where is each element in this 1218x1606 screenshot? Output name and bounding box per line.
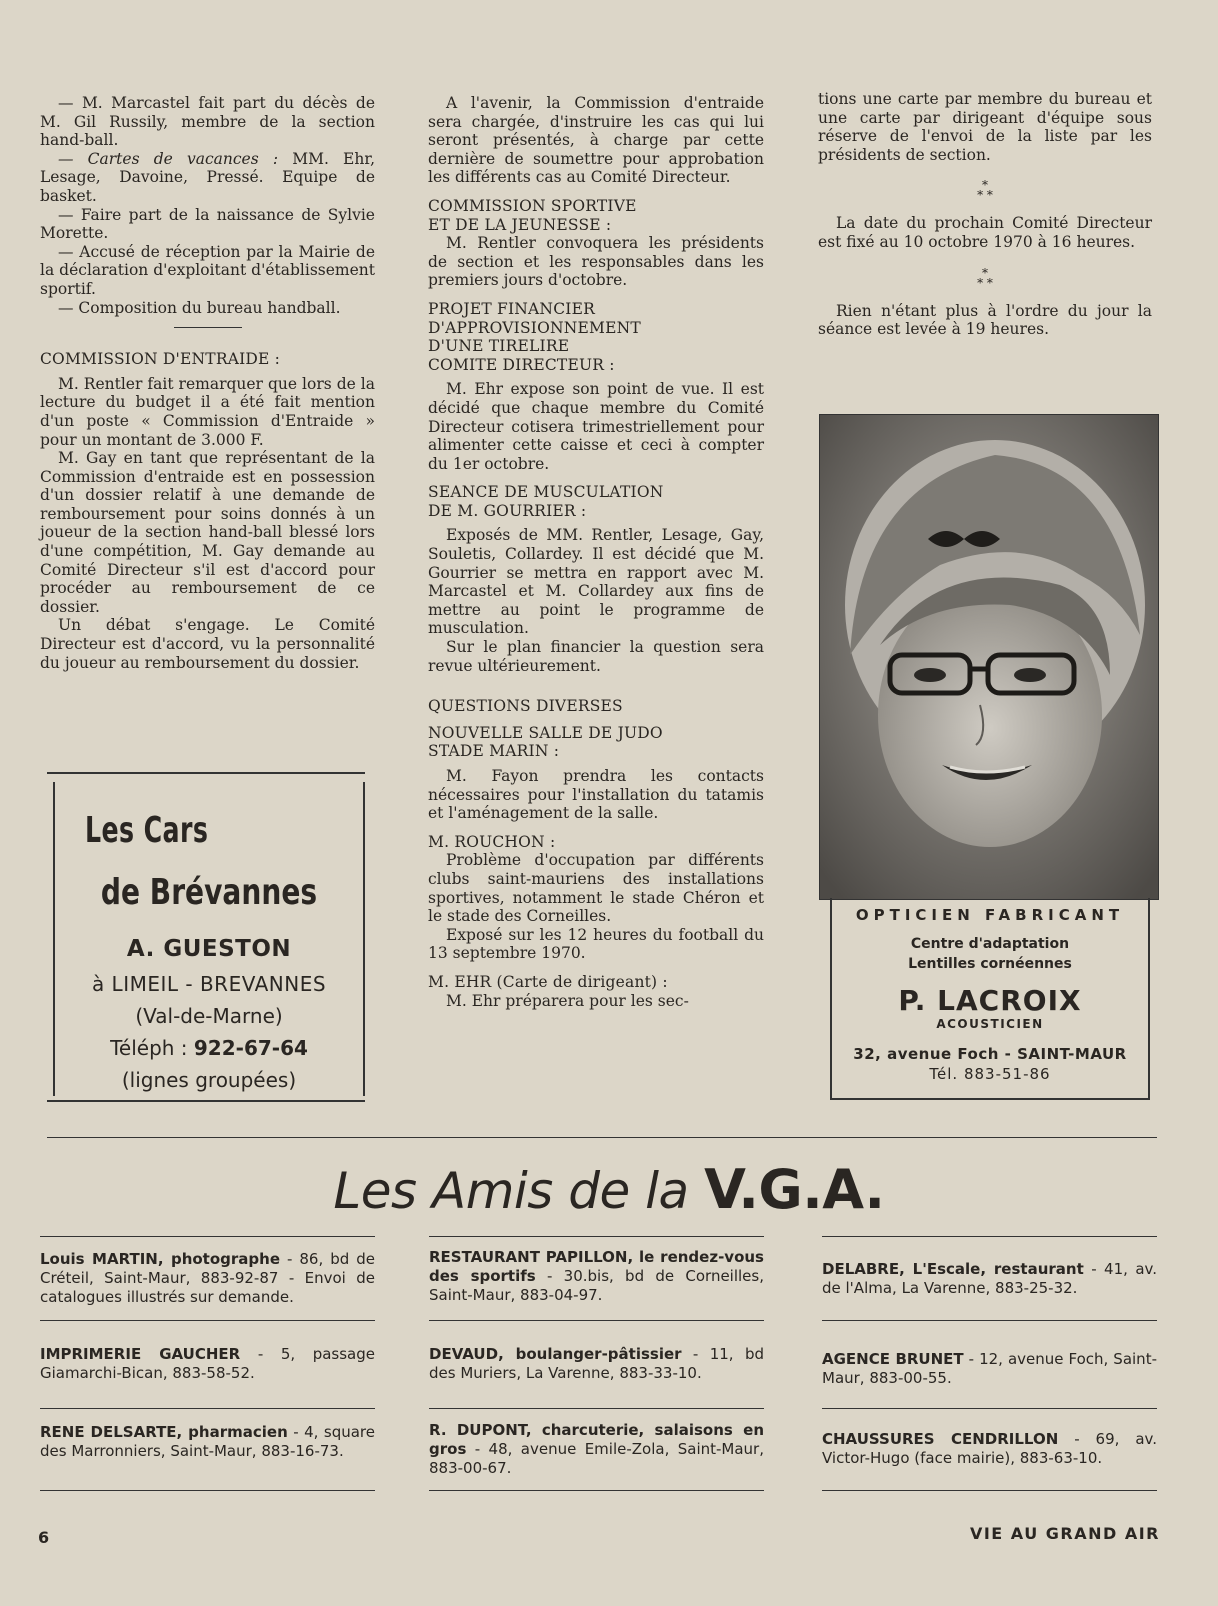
ad-owner: A. GUESTON	[126, 936, 292, 962]
divider	[174, 327, 242, 328]
divider	[822, 1490, 1157, 1491]
section-heading: SEANCE DE MUSCULATION	[428, 483, 664, 502]
paragraph: M. Ehr préparera pour les sec-	[446, 991, 689, 1010]
section-heading: COMITE DIRECTEUR :	[428, 355, 615, 374]
paragraph: Sur le plan financier la question sera revue ultérieurement.	[428, 638, 764, 675]
paragraph: M. Rentler fait remarquer que lors de la lecture du budget il a été fait mention d'un poste « Commission d'Entraide » pour un montant de 3.000 F.	[40, 374, 375, 449]
divider	[429, 1408, 764, 1409]
separator-stars: * * *	[977, 178, 993, 203]
directory-entry: RESTAURANT PAPILLON, le rendez-vous des sportifs - 30.bis, bd de Corneilles, Saint-Maur, 883-04-97.	[429, 1248, 764, 1304]
ad-profession: ACOUSTICIEN	[936, 1017, 1044, 1031]
woman-with-glasses-illustration	[819, 414, 1159, 900]
paragraph: tions une carte par membre du bureau et une carte par dirigeant d'équipe sous réserve de l'envoi de la liste par les présidents de section.	[818, 90, 1152, 164]
directory-entry: RENE DELSARTE, pharmacien - 4, square des Marronniers, Saint-Maur, 883-16-73.	[40, 1423, 375, 1460]
paragraph: — Accusé de réception par la Mairie de la déclaration d'exploitant d'établissement sportif.	[40, 242, 375, 298]
section-heading: M. ROUCHON :	[428, 832, 556, 851]
section-heading: DE M. GOURRIER :	[428, 501, 587, 520]
page-number: 6	[38, 1528, 50, 1547]
magazine-name: VIE AU GRAND AIR	[969, 1524, 1160, 1543]
ad-department: (Val-de-Marne)	[135, 1004, 283, 1028]
section-heading: D'UNE TIRELIRE	[428, 337, 570, 356]
paragraph: — M. Marcastel fait part du décès de M. Gil Russily, membre de la section hand-ball.	[40, 94, 375, 150]
paragraph: M. Gay en tant que représentant de la Commission d'entraide est en possession d'un dossier relatif à une demande de remboursement pour soins donnés à un joueur de la section hand-ball blessé lors d'une compétition, M. Gay demande au Comité Directeur s'il est d'accord pour procéder au remboursement de ce dossier.	[40, 449, 375, 616]
paragraph: Exposé sur les 12 heures du football du 13 septembre 1970.	[428, 925, 764, 963]
section-heading: NOUVELLE SALLE DE JUDO	[428, 723, 663, 742]
ad-phone: Tél. 883-51-86	[929, 1065, 1051, 1083]
ad-owner: P. LACROIX	[898, 984, 1082, 1017]
portrait-drawing	[820, 415, 1158, 899]
section-divider	[47, 1137, 1157, 1138]
ad-title-line2: de Brévannes	[100, 872, 318, 913]
directory-entry: IMPRIMERIE GAUCHER - 5, passage Giamarchi-Bican, 883-58-52.	[40, 1345, 375, 1382]
ad-heading: OPTICIEN FABRICANT	[855, 906, 1125, 924]
ad-service: Centre d'adaptation	[910, 936, 1070, 952]
ad-service: Lentilles cornéennes	[908, 956, 1072, 972]
directory-entry: CHAUSSURES CENDRILLON - 69, av. Victor-Hugo (face mairie), 883-63-10.	[822, 1430, 1157, 1467]
inline-label: — Cartes de vacances :	[58, 149, 279, 168]
divider	[40, 1408, 375, 1409]
paragraph: A l'avenir, la Commission d'entraide sera chargée, d'instruire les cas qui lui seront présentés, à charge par cette dernière de soumettre pour approbation les différents cas au Comité Directeur.	[428, 94, 764, 187]
paragraph: Un débat s'engage. Le Comité Directeur est d'accord, vu la personnalité du joueur au remboursement du dossier.	[40, 616, 375, 672]
section-heading: ET DE LA JEUNESSE :	[428, 215, 612, 234]
ad-opticien-lacroix	[830, 898, 1150, 1100]
paragraph: M. Fayon prendra les contacts nécessaires pour l'installation du tatamis et l'aménagement de la salle.	[428, 767, 764, 823]
directory-entry: DEVAUD, boulanger-pâtissier - 11, bd des Muriers, La Varenne, 883-33-10.	[429, 1345, 764, 1382]
divider	[40, 1236, 375, 1237]
divider	[822, 1320, 1157, 1321]
directory-entry: Louis MARTIN, photographe - 86, bd de Créteil, Saint-Maur, 883-92-87 - Envoi de catalogues illustrés sur demande.	[40, 1250, 376, 1306]
divider	[429, 1236, 764, 1237]
directory-entry: DELABRE, L'Escale, restaurant - 41, av. de l'Alma, La Varenne, 883-25-32.	[822, 1260, 1157, 1297]
paragraph	[40, 150, 375, 206]
divider	[40, 1320, 375, 1321]
ad-address: 32, avenue Foch - SAINT-MAUR	[853, 1045, 1127, 1063]
paragraph: M. Ehr expose son point de vue. Il est décidé que chaque membre du Comité Directeur cotisera trimestriellement pour alimenter cette caisse et ceci à compter du 1er octobre.	[428, 380, 764, 473]
paragraph: La date du prochain Comité Directeur est fixé au 10 octobre 1970 à 16 heures.	[818, 214, 1152, 251]
divider	[822, 1236, 1157, 1237]
directory-entry: R. DUPONT, charcuterie, salaisons en gros - 48, avenue Emile-Zola, Saint-Maur, 883-00-67.	[429, 1421, 764, 1477]
paragraph: M. Rentler convoquera les présidents de section et les responsables dans les premiers jours d'octobre.	[428, 234, 764, 290]
divider	[429, 1320, 764, 1321]
paragraph: — Composition du bureau handball.	[58, 298, 341, 317]
ad-cars-brevannes	[47, 772, 365, 1102]
ad-town: à LIMEIL - BREVANNES	[91, 972, 327, 996]
section-heading: COMMISSION SPORTIVE	[428, 196, 637, 215]
column-2	[428, 94, 764, 1010]
directory-entry: AGENCE BRUNET - 12, avenue Foch, Saint-Maur, 883-00-55.	[822, 1350, 1157, 1387]
separator-stars: * * *	[977, 265, 993, 290]
section-heading: COMMISSION D'ENTRAIDE :	[40, 350, 281, 369]
divider	[822, 1408, 1157, 1409]
divider	[40, 1490, 375, 1491]
section-heading: STADE MARIN :	[428, 742, 560, 761]
column-1	[40, 94, 375, 672]
section-heading: M. EHR (Carte de dirigeant) :	[428, 972, 668, 991]
inline-text: MM. Ehr, Lesage, Davoine, Pressé. Equipe de basket.	[40, 149, 375, 205]
divider	[429, 1490, 764, 1491]
section-heading: D'APPROVISIONNEMENT	[428, 318, 641, 337]
paragraph: — Faire part de la naissance de Sylvie Morette.	[40, 205, 375, 243]
ad-title-line1: Les Cars	[85, 810, 209, 851]
paragraph: Problème d'occupation par différents clubs saint-mauriens des installations sportives, notamment le stade Chéron et le stade des Corneilles.	[428, 851, 764, 926]
ad-phone: Téléph : 922-67-64	[110, 1036, 308, 1060]
paragraph: Rien n'étant plus à l'ordre du jour la séance est levée à 19 heures.	[818, 301, 1152, 339]
ad-frame	[53, 782, 365, 1096]
section-heading: QUESTIONS DIVERSES	[428, 697, 623, 716]
section-heading: PROJET FINANCIER	[428, 299, 595, 318]
friends-section-title: Les Amis de la V.G.A.	[333, 1158, 885, 1221]
ad-lines-note: (lignes groupées)	[121, 1068, 297, 1092]
column-3	[818, 90, 1152, 339]
paragraph: Exposés de MM. Rentler, Lesage, Gay, Souletis, Collardey. Il est décidé que M. Gourrier se mettra en rapport avec M. Marcastel et M. Collardey aux fins de mettre au point le programme de musculation.	[428, 526, 764, 638]
